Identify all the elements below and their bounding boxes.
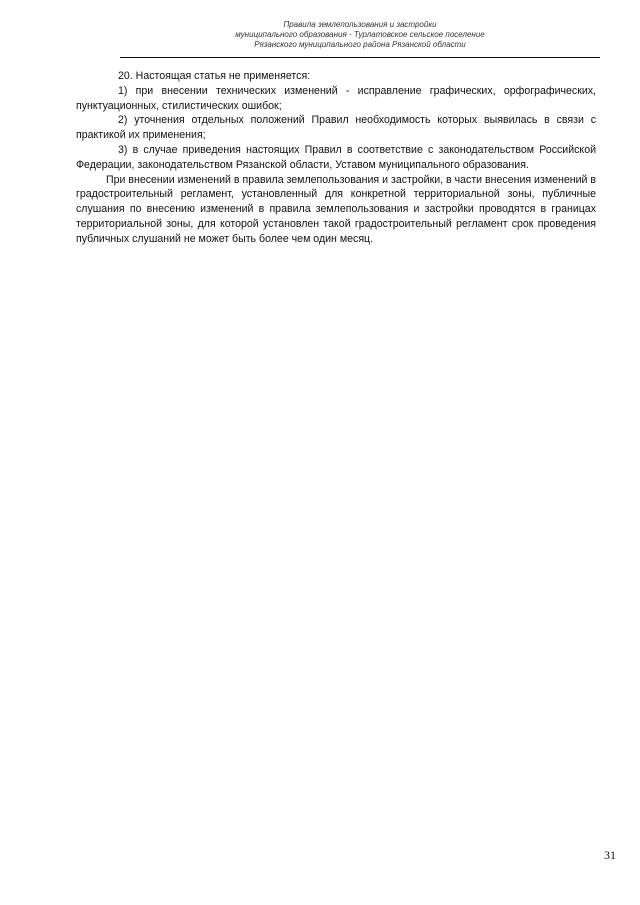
body-paragraph: При внесении изменений в правила землепользования и застройки, в части внесения изменений в градостроительный регламент, установленный для конкретной территориальной зоны, публичные слушания по внесению изменений в правила землепользования и застройки проводятся в границах территориальной зоны, для которой установлен такой градостроительный регламент срок проведения публичных слушаний не может быть более чем один месяц.	[76, 173, 596, 245]
header-district: Рязанского муниципального района Рязанской области	[254, 40, 466, 49]
section-heading: 20. Настоящая статья не применяется:	[118, 70, 311, 82]
header-document-title: Правила землепользования и застройки	[283, 20, 437, 29]
list-item-1: 1) при внесении технических изменений - исправление графических, орфографических, пунктуационных, стилистических ошибок;	[76, 84, 596, 112]
list-item-3: 3) в случае приведения настоящих Правил в соответствие с законодательством Российской Федерации, законодательством Рязанской области, Уставом муниципального образования.	[76, 143, 596, 171]
document-body	[76, 69, 596, 247]
header-divider	[120, 57, 600, 58]
list-item-2: 2) уточнения отдельных положений Правил необходимость которых выявилась в связи с практикой их применения;	[76, 114, 596, 142]
page-number: 31	[604, 848, 616, 862]
page-header	[120, 20, 600, 50]
header-municipality: муниципального образования - Турлатовское сельское поселение	[235, 30, 485, 39]
